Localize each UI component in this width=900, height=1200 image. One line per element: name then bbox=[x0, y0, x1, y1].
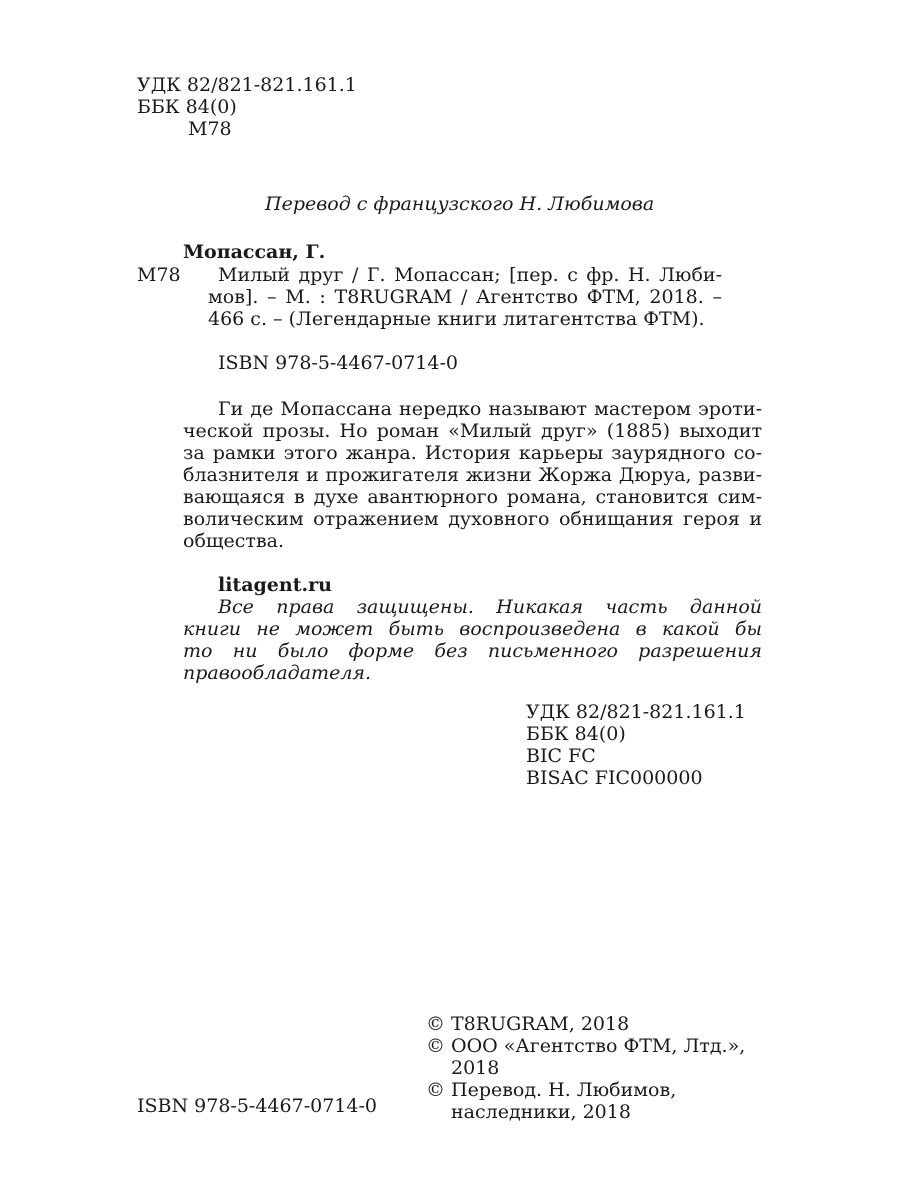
annotation-line: ческой прозы. Но роман «Милый друг» (1885) выходит bbox=[183, 420, 762, 442]
catalog-mark: М78 bbox=[137, 264, 181, 286]
rights-line: то ни было форме без письменного разрешения bbox=[183, 640, 762, 662]
copyright-symbol: © bbox=[426, 1013, 445, 1035]
catalog-description-line: Милый друг / Г. Мопассан; [пер. с фр. Н. Люби- bbox=[218, 264, 722, 286]
annotation-line: общества. bbox=[183, 530, 285, 552]
classification-block bbox=[526, 701, 746, 789]
annotation-line: вающаяся в духе авантюрного романа, становится сим- bbox=[183, 486, 762, 508]
top-codes bbox=[137, 74, 357, 140]
annotation bbox=[183, 398, 762, 552]
annotation-line: Ги де Мопассана нередко называют мастером эроти- bbox=[218, 398, 762, 420]
classification-udk: УДК 82/821-821.161.1 bbox=[526, 701, 746, 723]
catalog-description bbox=[208, 264, 722, 330]
classification-bbk: ББК 84(0) bbox=[526, 723, 626, 745]
copyright-block bbox=[426, 1013, 745, 1123]
copyright-text: T8RUGRAM, 2018 bbox=[451, 1013, 630, 1035]
rights-line: книги не может быть воспроизведена в какой бы bbox=[183, 618, 762, 640]
classification-bisac: BISAC FIC000000 bbox=[526, 767, 703, 789]
rights-site: litagent.ru bbox=[218, 574, 332, 596]
annotation-line: волическим отражением духовного обнищания героя и bbox=[183, 508, 762, 530]
copyright-symbol: © bbox=[426, 1079, 445, 1101]
copyright-entry bbox=[426, 1035, 745, 1079]
rights-line: правообладателя. bbox=[183, 662, 372, 684]
copyright-entry bbox=[426, 1079, 745, 1123]
top-author-mark: М78 bbox=[188, 118, 232, 140]
catalog-isbn: ISBN 978-5-4467-0714-0 bbox=[218, 352, 458, 374]
catalog-description-line: мов]. – М. : T8RUGRAM / Агентство ФТМ, 2018. – bbox=[208, 286, 722, 308]
bottom-isbn: ISBN 978-5-4467-0714-0 bbox=[137, 1095, 377, 1117]
rights-notice bbox=[183, 596, 762, 684]
top-bbk: ББК 84(0) bbox=[137, 96, 237, 118]
rights-line: Все права защищены. Никакая часть данной bbox=[218, 596, 762, 618]
catalog-author-heading: Мопассан, Г. bbox=[183, 241, 326, 263]
copyright-entry bbox=[426, 1013, 745, 1035]
classification-bic: BIC FC bbox=[526, 745, 596, 767]
annotation-line: блазнителя и прожигателя жизни Жоржа Дюруа, разви- bbox=[183, 464, 762, 486]
annotation-line: за рамки этого жанра. История карьеры заурядного со- bbox=[183, 442, 762, 464]
copyright-symbol: © bbox=[426, 1035, 445, 1057]
top-udk: УДК 82/821-821.161.1 bbox=[137, 74, 357, 96]
copyright-text: ООО «Агентство ФТМ, Лтд.», 2018 bbox=[451, 1035, 746, 1079]
catalog-description-line: 466 с. – (Легендарные книги литагентства ФТМ). bbox=[208, 308, 705, 330]
translation-note: Перевод с французского Н. Любимова bbox=[265, 193, 655, 215]
copyright-text: Перевод. Н. Любимов, наследники, 2018 bbox=[451, 1079, 677, 1123]
